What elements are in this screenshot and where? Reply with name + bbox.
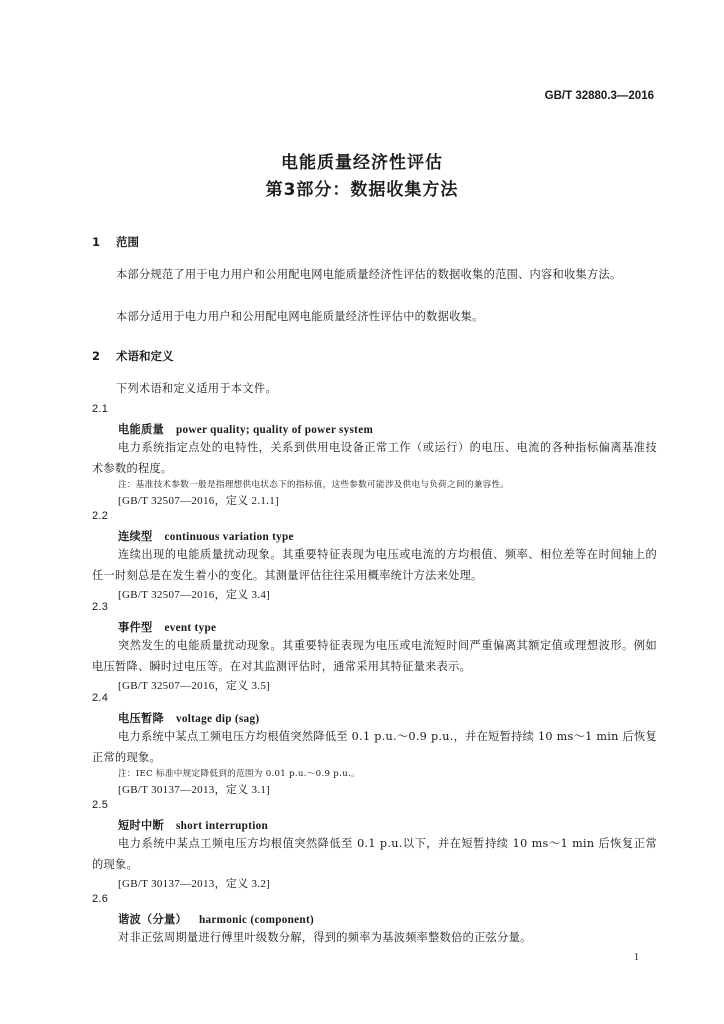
terms-intro: 下列术语和定义适用于本文件。 bbox=[116, 382, 277, 395]
term-number: 2.1 bbox=[92, 403, 109, 415]
term-zh: 电压暂降 bbox=[118, 712, 164, 725]
term-heading bbox=[118, 911, 314, 927]
term-en: voltage dip (sag) bbox=[175, 713, 260, 725]
term-en: event type bbox=[164, 622, 217, 634]
standard-number: GB/T 32880.3—2016 bbox=[544, 90, 654, 102]
term-source: [GB/T 30137—2013，定义 3.1] bbox=[118, 784, 271, 796]
scope-paragraph-1: 本部分规范了用于电力用户和公用配电网电能质量经济性评估的数据收集的范围、内容和收集方法。 bbox=[116, 268, 622, 281]
term-en: short interruption bbox=[175, 820, 269, 832]
term-heading bbox=[118, 710, 259, 726]
scope-paragraph-2: 本部分适用于电力用户和公用配电网电能质量经济性评估中的数据收集。 bbox=[116, 310, 484, 323]
term-en: continuous variation type bbox=[164, 531, 294, 543]
section-number: 2 bbox=[92, 349, 101, 363]
term-number: 2.3 bbox=[92, 601, 109, 613]
term-number: 2.4 bbox=[92, 692, 109, 704]
term-note: 注：IEC 标准中规定降低到的范围为 0.01 p.u.～0.9 p.u.。 bbox=[118, 769, 360, 779]
term-zh: 事件型 bbox=[118, 621, 153, 634]
term-heading bbox=[118, 619, 216, 635]
term-source: [GB/T 32507—2016，定义 3.5] bbox=[118, 680, 271, 692]
term-heading bbox=[118, 528, 294, 544]
term-definition: 电力系统中某点工频电压方均根值突然降低至 0.1 p.u.以下，并在短暂持续 10 ms～1 min 后恢复正常的现象。 bbox=[92, 837, 657, 871]
term-source: [GB/T 30137—2013，定义 3.2] bbox=[118, 878, 271, 890]
term-heading bbox=[118, 421, 373, 437]
term-definition: 连续出现的电能质量扰动现象。其重要特征表现为电压或电流的方均根值、频率、相位差等在时间轴上的任一时刻总是在发生着小的变化。其测量评估往往采用概率统计方法来处理。 bbox=[92, 548, 657, 582]
term-source: [GB/T 32507—2016，定义 3.4] bbox=[118, 589, 271, 601]
page-number: 1 bbox=[634, 952, 639, 963]
section-number: 1 bbox=[92, 235, 101, 249]
section-2-heading bbox=[92, 348, 174, 364]
term-note: 注：基准技术参数一般是指理想供电状态下的指标值，这些参数可能涉及供电与负荷之间的兼容性。 bbox=[118, 480, 510, 490]
term-en: harmonic (component) bbox=[198, 914, 315, 926]
term-definition: 电力系统指定点处的电特性，关系到供用电设备正常工作（或运行）的电压、电流的各种指标偏离基准技术参数的程度。 bbox=[92, 441, 657, 475]
term-en: power quality; quality of power system bbox=[175, 424, 374, 436]
term-number: 2.2 bbox=[92, 510, 109, 522]
title-line-1: 电能质量经济性评估 bbox=[281, 153, 443, 173]
section-title: 术语和定义 bbox=[116, 349, 174, 363]
term-zh: 谐波（分量） bbox=[118, 913, 187, 926]
section-1-heading bbox=[92, 234, 139, 250]
term-zh: 短时中断 bbox=[118, 819, 164, 832]
term-definition: 对非正弦周期量进行傅里叶级数分解，得到的频率为基波频率整数倍的正弦分量。 bbox=[118, 931, 532, 944]
term-zh: 电能质量 bbox=[118, 423, 164, 436]
term-number: 2.6 bbox=[92, 893, 109, 905]
term-definition: 电力系统中某点工频电压方均根值突然降低至 0.1 p.u.～0.9 p.u.，并在短暂持续 10 ms～1 min 后恢复正常的现象。 bbox=[92, 730, 657, 764]
term-zh: 连续型 bbox=[118, 530, 153, 543]
term-definition: 突然发生的电能质量扰动现象。其重要特征表现为电压或电流短时间严重偏离其额定值或理想波形。例如电压暂降、瞬时过电压等。在对其监测评估时，通常采用其特征量来表示。 bbox=[92, 639, 657, 673]
term-heading bbox=[118, 817, 268, 833]
term-source: [GB/T 32507—2016，定义 2.1.1] bbox=[118, 495, 279, 507]
title-line-2: 第3部分：数据收集方法 bbox=[265, 180, 459, 200]
section-title: 范围 bbox=[116, 235, 139, 249]
term-number: 2.5 bbox=[92, 799, 109, 811]
